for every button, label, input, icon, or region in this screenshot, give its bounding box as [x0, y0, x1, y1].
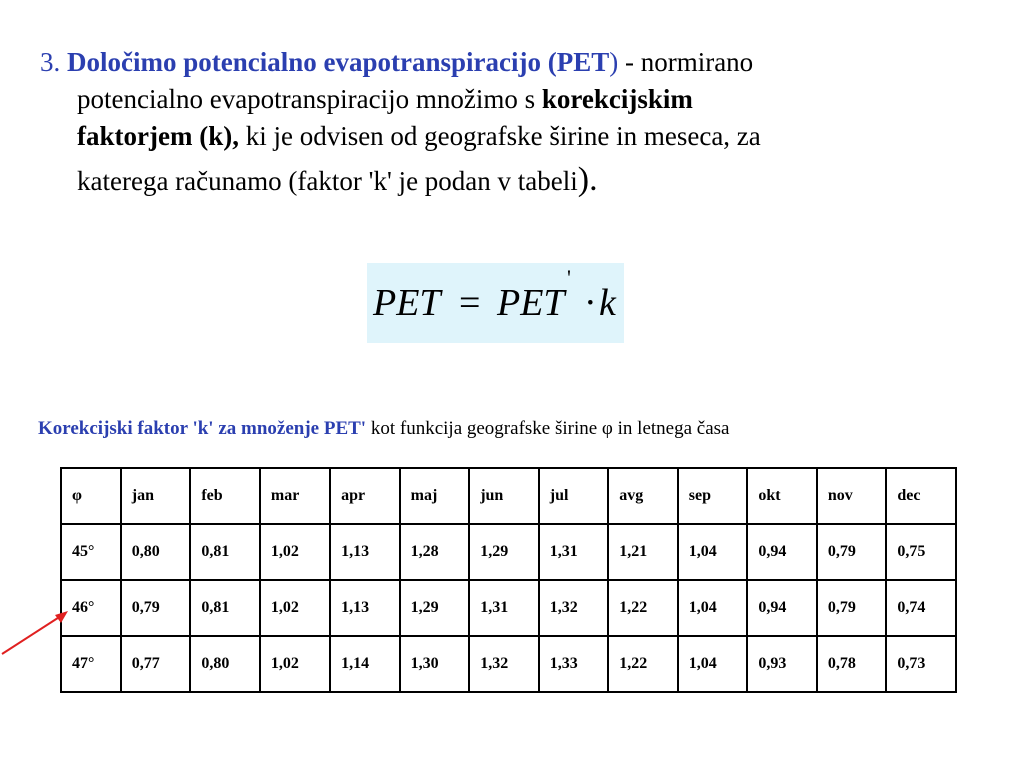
header-cell: jun — [469, 468, 539, 524]
table-cell: 0,79 — [817, 580, 887, 636]
header-cell: feb — [190, 468, 260, 524]
table-cell: 1,02 — [260, 580, 330, 636]
table-row-45 — [61, 524, 956, 580]
table-caption — [38, 418, 729, 440]
table-cell: 1,22 — [608, 636, 678, 692]
table-cell: 1,04 — [678, 636, 748, 692]
table-cell: 1,31 — [469, 580, 539, 636]
formula-dot: · — [584, 282, 597, 324]
table-cell: 1,33 — [539, 636, 609, 692]
paragraph-line-4 — [40, 161, 1000, 200]
table-cell: 0,81 — [190, 524, 260, 580]
table-cell: 1,29 — [400, 580, 470, 636]
line1-tail: - normirano — [618, 47, 754, 77]
table-cell: 0,81 — [190, 580, 260, 636]
item-number: 3. — [40, 47, 61, 77]
table-cell: 45° — [61, 524, 121, 580]
item-heading-close: ) — [609, 47, 619, 77]
paragraph — [40, 44, 1000, 200]
formula-equals: = — [459, 282, 481, 324]
formula-rhs: PET — [497, 282, 565, 324]
item-heading: Določimo potencialno evapotranspiracijo (PET — [67, 47, 610, 77]
table-row-46 — [61, 580, 956, 636]
table-cell: 1,32 — [469, 636, 539, 692]
formula-prime: ' — [567, 265, 571, 290]
table-row-47 — [61, 636, 956, 692]
table-cell: 47° — [61, 636, 121, 692]
paragraph-line-3 — [40, 118, 1000, 155]
header-cell: sep — [678, 468, 748, 524]
table-cell: 0,93 — [747, 636, 817, 692]
table-cell: 1,13 — [330, 580, 400, 636]
line2-bold: korekcijskim — [541, 84, 693, 114]
header-cell: jul — [539, 468, 609, 524]
line2-text: potencialno evapotranspiracijo množimo s — [77, 84, 542, 114]
table-cell: 1,28 — [400, 524, 470, 580]
table-cell: 1,21 — [608, 524, 678, 580]
line4-end: ). — [577, 161, 598, 198]
table-cell: 1,02 — [260, 524, 330, 580]
header-cell: dec — [886, 468, 956, 524]
formula-lhs: PET — [373, 282, 441, 324]
table-cell: 1,31 — [539, 524, 609, 580]
arrow-shaft — [2, 614, 64, 654]
correction-factor-table — [60, 467, 957, 693]
line4-text: katerega računamo (faktor 'k' je podan v tabeli — [77, 166, 578, 196]
header-cell: apr — [330, 468, 400, 524]
table-cell: 0,73 — [886, 636, 956, 692]
table-cell: 1,04 — [678, 524, 748, 580]
header-cell: maj — [400, 468, 470, 524]
table-cell: 1,32 — [539, 580, 609, 636]
table-cell: 1,14 — [330, 636, 400, 692]
table-cell: 46° — [61, 580, 121, 636]
table-cell: 1,30 — [400, 636, 470, 692]
line3-text: ki je odvisen od geografske širine in meseca, za — [238, 121, 761, 151]
pointer-arrow-icon — [0, 610, 80, 660]
table-cell: 1,04 — [678, 580, 748, 636]
paragraph-line-2 — [40, 81, 1000, 118]
header-cell: nov — [817, 468, 887, 524]
header-cell: φ — [61, 468, 121, 524]
table-cell: 0,79 — [817, 524, 887, 580]
table-cell: 0,80 — [190, 636, 260, 692]
table-cell: 1,13 — [330, 524, 400, 580]
header-cell: jan — [121, 468, 191, 524]
table-header-row — [61, 468, 956, 524]
table-cell: 0,94 — [747, 524, 817, 580]
header-cell: avg — [608, 468, 678, 524]
header-cell: okt — [747, 468, 817, 524]
table-cell: 1,02 — [260, 636, 330, 692]
table-cell: 0,80 — [121, 524, 191, 580]
table-cell: 0,78 — [817, 636, 887, 692]
table-cell: 0,79 — [121, 580, 191, 636]
table-cell: 0,75 — [886, 524, 956, 580]
table-cell: 0,94 — [747, 580, 817, 636]
line3-bold: faktorjem (k), — [77, 121, 239, 151]
paragraph-line-1 — [40, 44, 1000, 81]
table-cell: 0,77 — [121, 636, 191, 692]
table-cell: 1,29 — [469, 524, 539, 580]
caption-rest: kot funkcija geografske širine φ in letnega časa — [366, 418, 730, 439]
arrow-head — [55, 611, 68, 623]
caption-bold: Korekcijski faktor 'k' za množenje PET' — [38, 418, 367, 439]
table-cell: 0,74 — [886, 580, 956, 636]
table-cell: 1,22 — [608, 580, 678, 636]
formula-box — [367, 263, 624, 343]
header-cell: mar — [260, 468, 330, 524]
formula-factor: k — [599, 282, 616, 324]
